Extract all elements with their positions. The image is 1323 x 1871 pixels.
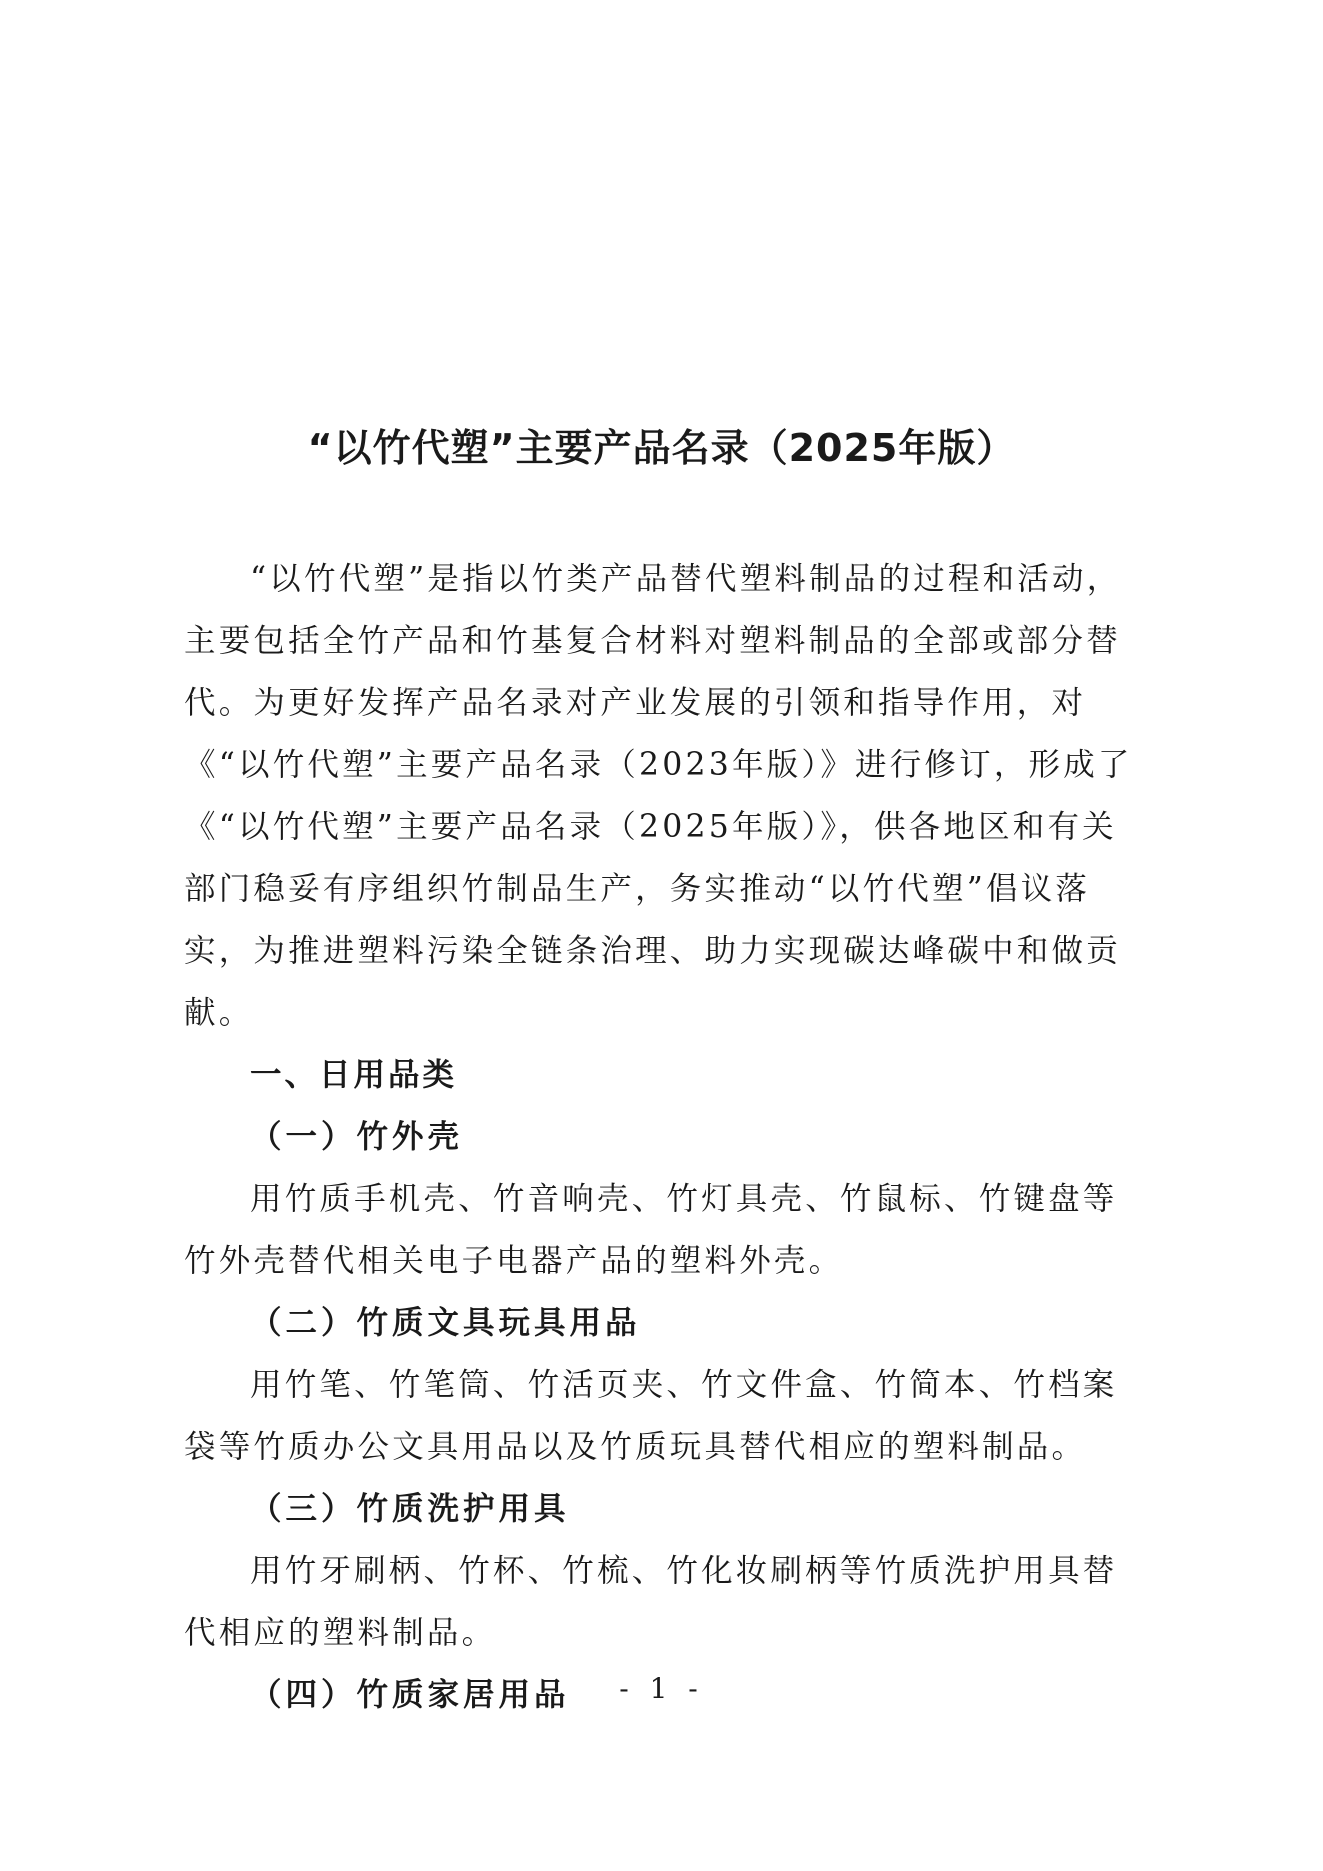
subsection-text-stationery-toys: 用竹笔、竹笔筒、竹活页夹、竹文件盒、竹简本、竹档案袋等竹质办公文具用品以及竹质玩具替代相应的塑料制品。	[184, 1367, 1118, 1465]
section-heading-daily-goods: 一、日用品类	[250, 1057, 458, 1093]
page-number: - 1 -	[619, 1672, 704, 1705]
document-title: “以竹代塑”主要产品名录（2025年版）	[307, 426, 1016, 470]
subsection-heading-stationery-toys: （二）竹质文具玩具用品	[250, 1305, 641, 1341]
subsection-text-care-tools: 用竹牙刷柄、竹杯、竹梳、竹化妆刷柄等竹质洗护用具替代相应的塑料制品。	[184, 1553, 1118, 1651]
document-body	[184, 548, 1144, 1726]
subsection-heading-bamboo-shell: （一）竹外壳	[250, 1119, 464, 1155]
subsection-text-bamboo-shell: 用竹质手机壳、竹音响壳、竹灯具壳、竹鼠标、竹键盘等竹外壳替代相关电子电器产品的塑料外壳。	[184, 1181, 1118, 1279]
intro-paragraph: “以竹代塑”是指以竹类产品替代塑料制品的过程和活动，主要包括全竹产品和竹基复合材料对塑料制品的全部或部分替代。为更好发挥产品名录对产业发展的引领和指导作用，对《“以竹代塑”主要产品名录（2023年版）》进行修订，形成了《“以竹代塑”主要产品名录（2025年版）》，供各地区和有关部门稳妥有序组织竹制品生产，务实推动“以竹代塑”倡议落实，为推进塑料污染全链条治理、助力实现碳达峰碳中和做贡献。	[184, 561, 1133, 1031]
subsection-heading-household: （四）竹质家居用品	[250, 1677, 570, 1713]
subsection-heading-care-tools: （三）竹质洗护用具	[250, 1491, 570, 1527]
